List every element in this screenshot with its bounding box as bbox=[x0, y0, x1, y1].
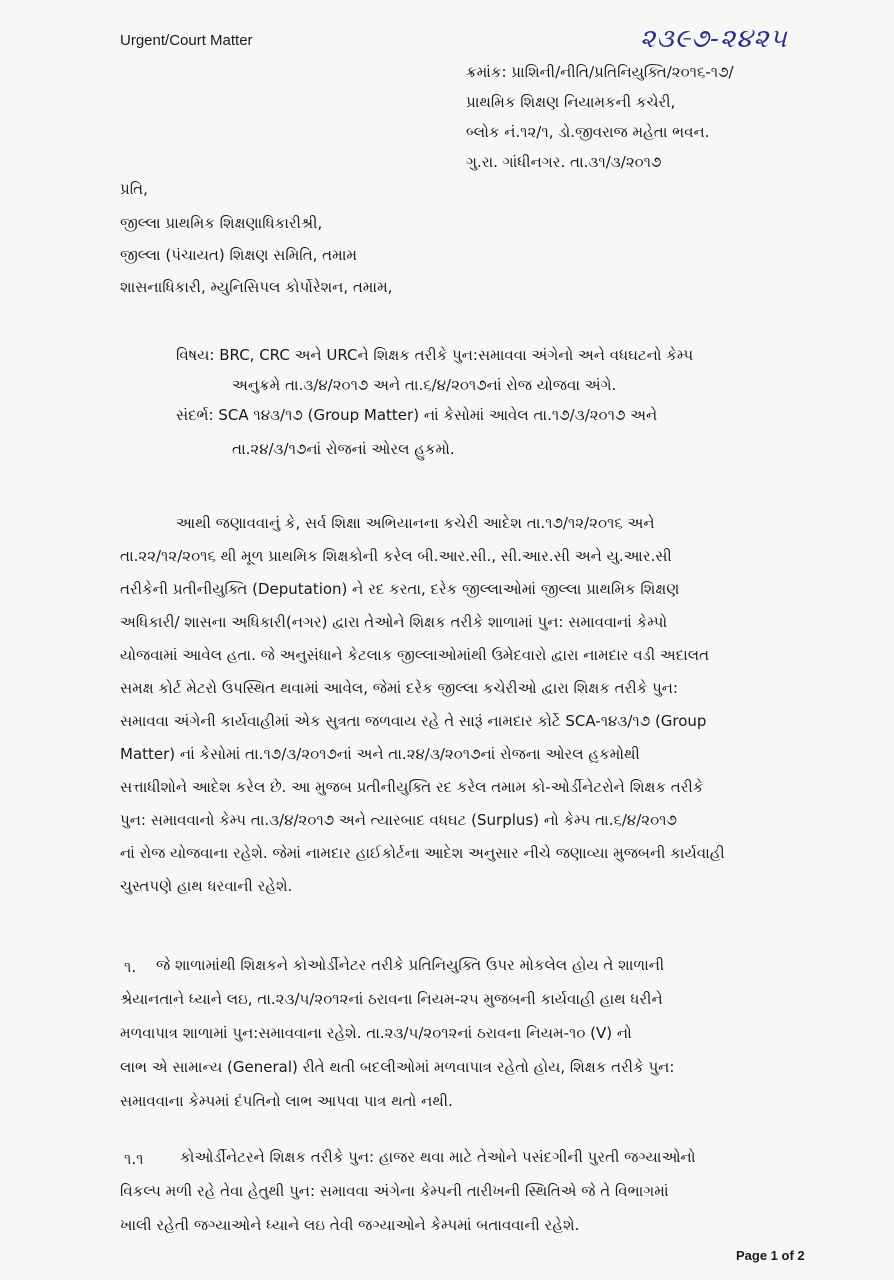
paragraph-line: ચુસ્તપણે હાથ ધરવાની રહેશે. bbox=[120, 877, 293, 895]
recipient-line: જીલ્લા પ્રાથમિક શિક્ષણાધિકારીશ્રી, bbox=[120, 214, 323, 232]
subject-line: વિષય: BRC, CRC અને URCને શિક્ષક તરીકે પુન:સમાવવા અંગેનો અને વધઘટનો કેમ્પ bbox=[176, 346, 694, 364]
list-item-line: સમાવવાના કેમ્પમાં દંપતિનો લાભ આપવા પાત્ર થતો નથી. bbox=[120, 1092, 453, 1110]
ref-number: ક્રમાંક: પ્રાશિની/નીતિ/પ્રતિનિયુક્તિ/૨૦૧૬-૧૭/ bbox=[466, 63, 734, 81]
reference-line: તા.૨૪/૩/૧૭નાં રોજનાં ઓરલ હુકમો. bbox=[232, 440, 455, 458]
paragraph-line: તા.૨૨/૧૨/૨૦૧૬ થી મૂળ પ્રાથમિક શિક્ષકોની કરેલ બી.આર.સી., સી.આર.સી અને યુ.આર.સી bbox=[120, 547, 672, 565]
list-item-line: લાભ એ સામાન્ય (General) રીતે થતી બદલીઓમાં મળવાપાત્ર રહેતો હોય, શિક્ષક તરીકે પુન: bbox=[120, 1058, 675, 1076]
paragraph-line: પુન: સમાવવાનો કેમ્પ તા.૩/૪/૨૦૧૭ અને ત્યારબાદ વધઘટ (Surplus) નો કેમ્પ તા.૬/૪/૨૦૧૭ bbox=[120, 811, 677, 829]
list-item-line: મળવાપાત્ર શાળામાં પુન:સમાવવાના રહેશે. તા.૨૩/૫/૨૦૧૨નાં ઠરાવના નિયમ-૧૦ (V) નો bbox=[120, 1024, 632, 1042]
list-item-line: વિકલ્પ મળી રહે તેવા હેતુથી પુન: સમાવવા અંગેના કેમ્પની તારીખની સ્થિતિએ જે તે વિભાગમાં bbox=[120, 1182, 669, 1200]
paragraph-line: નાં રોજ યોજવાના રહેશે. જેમાં નામદાર હાઈકોર્ટના આદેશ અનુસાર નીચે જણાવ્યા મુજબની કાર્યવાહી bbox=[120, 844, 725, 862]
paragraph-line: સત્તાધીશોને આદેશ કરેલ છે. આ મુજબ પ્રતીનીયુક્તિ રદ કરેલ તમામ કો-ઓર્ડીનેટરોને શિક્ષક તરીકે bbox=[120, 778, 704, 796]
item-number: ૧.૧ bbox=[124, 1150, 144, 1168]
list-item-line: શ્રેયાનતાને ધ્યાને લઇ, તા.૨૩/૫/૨૦૧૨નાં ઠરાવના નિયમ-૨૫ મુજબની કાર્યવાહી હાથ ધરીને bbox=[120, 990, 663, 1008]
page-number: Page 1 of 2 bbox=[736, 1248, 805, 1263]
item-number: ૧. bbox=[124, 958, 137, 976]
recipient-line: જીલ્લા (પંચાયત) શિક્ષણ સમિતિ, તમામ bbox=[120, 246, 357, 264]
paragraph-line: યોજવામાં આવેલ હતા. જે અનુસંધાને કેટલાક જીલ્લાઓમાંથી ઉમેદવારો દ્વારા નામદાર વડી અદાલત bbox=[120, 646, 710, 664]
paragraph-line: સમાવવા અંગેની કાર્યવાહીમાં એક સુત્રતા જળવાય રહે તે સારૂં નામદાર કોર્ટે SCA-૧૪૩/૧૭ (Group bbox=[120, 712, 707, 730]
office-address: બ્લોક નં.૧૨/૧, ડો.જીવરાજ મહેતા ભવન. bbox=[466, 123, 710, 141]
paragraph-line: અધિકારી/ શાસના અધિકારી(નગર) દ્વારા તેઓને શિક્ષક તરીકે શાળામાં પુન: સમાવવાનાં કેમ્પો bbox=[120, 613, 668, 631]
reference-line: સંદર્ભ: SCA ૧૪૩/૧૭ (Group Matter) નાં કેસોમાં આવેલ તા.૧૭/૩/૨૦૧૭ અને bbox=[176, 406, 658, 424]
recipient-salutation: પ્રતિ, bbox=[120, 180, 148, 198]
paragraph-line: તરીકેની પ્રતીનીયુક્તિ (Deputation) ને રદ કરતા, દરેક જીલ્લાઓમાં જીલ્લા પ્રાથમિક શિક્ષણ bbox=[120, 580, 680, 598]
subject-line: અનુક્રમે તા.૩/૪/૨૦૧૭ અને તા.૬/૪/૨૦૧૭નાં રોજ યોજવા અંગે. bbox=[232, 376, 617, 394]
urgent-label: Urgent/Court Matter bbox=[120, 32, 253, 49]
paragraph-line: સમક્ષ કોર્ટ મેટરો ઉપસ્થિત થવામાં આવેલ, જેમાં દરેક જીલ્લા કચેરીઓ દ્વારા શિક્ષક તરીકે પુન: bbox=[120, 679, 678, 697]
recipient-line: શાસનાધિકારી, મ્યુનિસિપલ કોર્પોરેશન, તમામ, bbox=[120, 278, 393, 296]
handwritten-number: ૨૩૯૭-૨૪૨૫ bbox=[640, 24, 788, 54]
list-item-line: કોઓર્ડીનેટરને શિક્ષક તરીકે પુન: હાજર થવા માટે તેઓને પસંદગીની પુરતી જગ્યાઓનો bbox=[180, 1148, 696, 1166]
office-date: ગુ.રા. ગાંધીનગર. તા.૩૧/૩/૨૦૧૭ bbox=[466, 153, 662, 171]
list-item-line: જે શાળામાંથી શિક્ષકને કોઓર્ડીનેટર તરીકે પ્રતિનિયુક્તિ ઉપર મોકલેલ હોય તે શાળાની bbox=[156, 956, 665, 974]
paragraph-line: Matter) નાં કેસોમાં તા.૧૭/૩/૨૦૧૭નાં અને તા.૨૪/૩/૨૦૧૭નાં રોજના ઓરલ હુકમોથી bbox=[120, 745, 640, 763]
paragraph-line: આથી જણાવવાનું કે, સર્વ શિક્ષા અભિયાનના કચેરી આદેશ તા.૧૭/૧૨/૨૦૧૬ અને bbox=[176, 514, 655, 532]
list-item-line: ખાલી રહેતી જગ્યાઓને ધ્યાને લઇ તેવી જગ્યાઓને કેમ્પમાં બતાવવાની રહેશે. bbox=[120, 1216, 580, 1234]
office-name: પ્રાથમિક શિક્ષણ નિયામકની કચેરી, bbox=[466, 93, 676, 111]
